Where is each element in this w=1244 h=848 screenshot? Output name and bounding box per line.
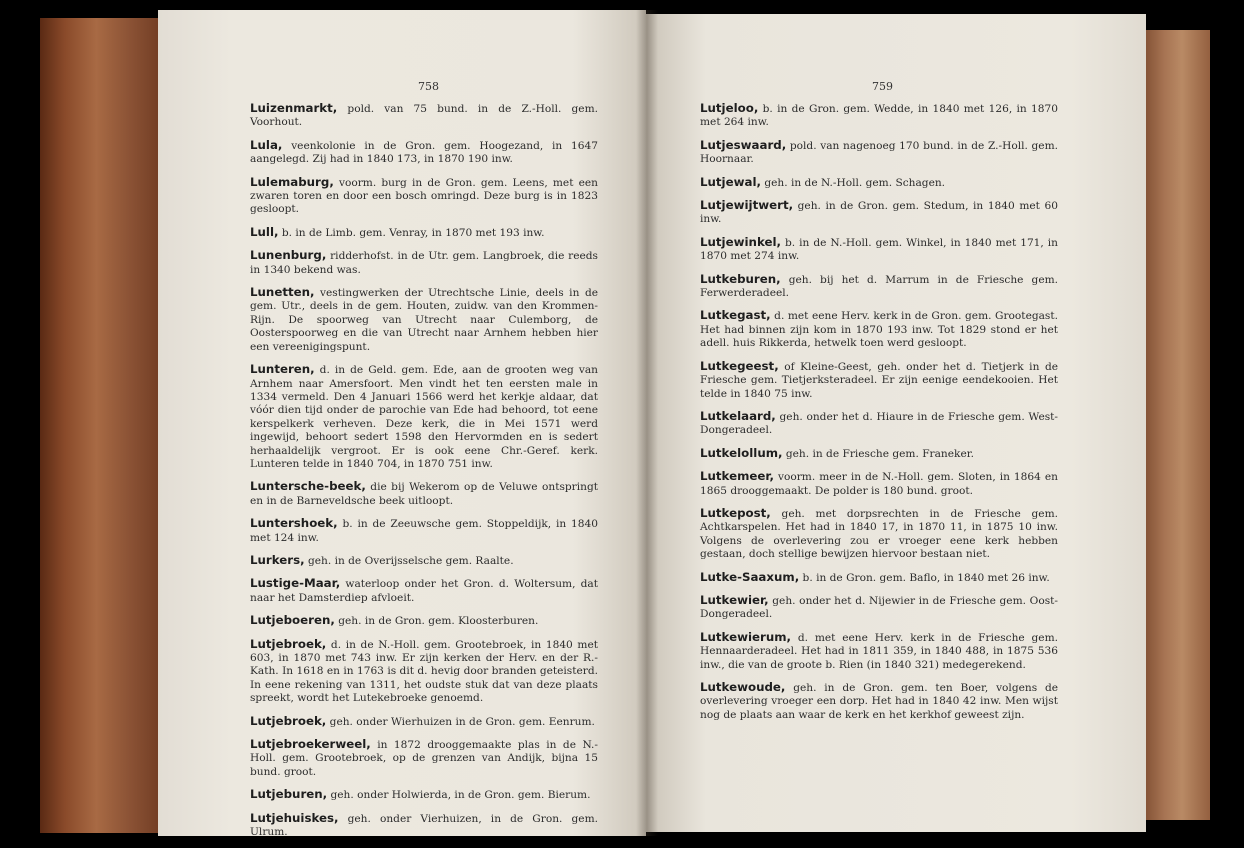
dictionary-entry (700, 410, 1058, 438)
dictionary-entry (700, 236, 1058, 264)
entry-text: voorm. burg in de Gron. gem. Leens, met een zwaren toren en door een bosch omringd. Deze burg is in 1823 gesloopt. (250, 176, 598, 216)
dictionary-entry (700, 102, 1058, 130)
entry-headword: Lunteren, (250, 362, 315, 377)
entry-text: vestingwerken der Utrechtsche Linie, deels in de gem. Utr., deels in de gem. Houten, zuidw. van den Krommen-Rijn. De spoorweg van Utrecht naar Culemborg, de Oosterspoorweg en die van Utrecht naar Arnhem hebben hier een vereenigingspunt. (250, 287, 598, 353)
dictionary-entry (250, 480, 598, 508)
entry-headword: Lutkeburen, (700, 271, 781, 286)
entry-headword: Lutkewoude, (700, 680, 786, 694)
entry-headword: Lustige-Maar, (250, 576, 341, 591)
right-page-number: 759 (872, 80, 893, 93)
dictionary-entry (700, 199, 1058, 227)
dictionary-entry (700, 631, 1058, 672)
entry-text: die bij Wekerom op de Veluwe ontspringt en in de Barneveldsche beek uitloopt. (250, 481, 598, 507)
entry-headword: Lutjewal, (700, 174, 761, 189)
entry-headword: Lutjeswaard, (700, 137, 787, 152)
entry-text: geh. met dorpsrechten in de Friesche gem. Achtkarspelen. Het had in 1840 17, in 1870 11, in 1875 10 inw. Volgens de overlevering zou er vroeger eene kerk hebben gestaan, doch stellige bewijzen hiervoor bestaan niet. (700, 507, 1058, 561)
entry-headword: Lutkelaard, (700, 408, 776, 423)
entry-headword: Lull, (250, 224, 279, 239)
entry-text: voorm. meer in de N.-Holl. gem. Sloten, in 1864 en 1865 drooggemaakt. De polder is 180 bund. groot. (700, 471, 1058, 497)
entry-text: geh. in de Gron. gem. ten Boer, volgens de overlevering vroeger een dorp. Het had in 1840 42 inw. Men wijst nog de plaats aan waar de kerk en het kerkhof geweest zijn. (700, 682, 1058, 721)
dictionary-entry (250, 614, 598, 628)
entry-headword: Lutkepost, (700, 505, 771, 520)
entry-text: geh. in de Gron. gem. Kloosterburen. (334, 615, 539, 628)
entry-text: geh. in de Friesche gem. Franeker. (782, 447, 974, 460)
dictionary-entry (250, 517, 598, 545)
dictionary-entry (700, 309, 1058, 350)
dictionary-entry (250, 715, 598, 729)
entry-text: geh. onder het d. Hiaure in de Friesche gem. West-Dongeradeel. (700, 410, 1058, 437)
entry-headword: Lunetten, (250, 285, 315, 300)
entry-text: d. in de Geld. gem. Ede, aan de grooten weg van Arnhem naar Amersfoort. Men vindt het ten eersten male in 1334 vermeld. Den 4 Januari 1566 werd het kerkje aldaar, dat vóór dien tijd onder de parochie van Ede had behoord, tot eene kerspelkerk verheven. Deze kerk, die in Mei 1571 werd ingewijd, behoort sedert 1598 den Hervormden en is sedert herhaaldelijk vergroot. Er is ook eene Chr.-Geref. kerk. Lunteren telde in 1840 704, in 1870 751 inw. (250, 364, 598, 470)
dictionary-entry (250, 249, 598, 277)
dictionary-entry (700, 507, 1058, 562)
book-gutter (636, 10, 658, 836)
entry-headword: Lutjebroekerweel, (250, 737, 371, 752)
entry-headword: Luntersche-beek, (250, 479, 366, 494)
dictionary-entry (250, 286, 598, 354)
dictionary-entry (700, 571, 1058, 585)
dictionary-entry (250, 363, 598, 471)
book-edge-right (1140, 30, 1210, 820)
dictionary-entry (700, 681, 1058, 722)
dictionary-entry (250, 788, 598, 802)
entry-text: b. in de N.-Holl. gem. Winkel, in 1840 met 171, in 1870 met 274 inw. (700, 236, 1058, 263)
dictionary-entry (250, 176, 598, 217)
entry-text: geh. onder Vierhuizen, in de Gron. gem. Ulrum. (250, 812, 598, 839)
dictionary-entry (250, 738, 598, 779)
entry-headword: Lulemaburg, (250, 174, 334, 189)
entry-headword: Lutkegeest, (700, 358, 779, 373)
dictionary-entry (700, 447, 1058, 461)
entry-headword: Lutjewijtwert, (700, 198, 794, 213)
dictionary-entry (700, 139, 1058, 167)
dictionary-entry (700, 594, 1058, 622)
dictionary-entry (700, 176, 1058, 190)
entry-headword: Luntershoek, (250, 516, 338, 531)
entry-text: d. met eene Herv. kerk in de Friesche gem. Hennaarderadeel. Het had in 1811 359, in 1840 488, in 1875 536 inw., die van de groote b. Rien (in 1840 321) medegerekend. (700, 631, 1058, 671)
entry-text: b. in de Gron. gem. Baflo, in 1840 met 26 inw. (799, 571, 1050, 584)
entry-headword: Luizenmarkt, (250, 101, 338, 115)
dictionary-entry (700, 470, 1058, 498)
entry-text: geh. in de Overijsselsche gem. Raalte. (304, 554, 514, 567)
entry-text: pold. van 75 bund. in de Z.-Holl. gem. Voorhout. (250, 103, 598, 129)
entry-text: b. in de Limb. gem. Venray, in 1870 met 193 inw. (278, 226, 545, 239)
dictionary-entry (250, 226, 598, 240)
entry-text: in 1872 drooggemaakte plas in de N.-Holl. gem. Grootebroek, op de grenzen van Andijk, bijna 15 bund. groot. (250, 739, 598, 778)
dictionary-entry (250, 638, 598, 706)
left-page-number: 758 (418, 80, 439, 93)
entry-text: geh. in de Gron. gem. Stedum, in 1840 met 60 inw. (700, 200, 1058, 226)
entry-headword: Lutjeburen, (250, 787, 328, 802)
entry-headword: Lutjewinkel, (700, 234, 781, 249)
entry-text: waterloop onder het Gron. d. Woltersum, dat naar het Damsterdiep afvloeit. (250, 578, 598, 604)
book-edge-left (40, 18, 165, 833)
entry-headword: Lutjeboeren, (250, 613, 335, 628)
dictionary-entry (700, 273, 1058, 301)
entry-text: geh. onder Holwierda, in de Gron. gem. Bierum. (327, 789, 591, 802)
entry-headword: Lutkelollum, (700, 445, 783, 460)
entry-text: geh. onder Wierhuizen in de Gron. gem. Eenrum. (326, 715, 595, 728)
entry-headword: Lula, (250, 137, 283, 152)
entry-text: ridderhofst. in de Utr. gem. Langbroek, die reeds in 1340 bekend was. (250, 250, 598, 276)
entry-text: b. in de Zeeuwsche gem. Stoppeldijk, in 1840 met 124 inw. (250, 518, 598, 544)
entry-text: d. in de N.-Holl. gem. Grootebroek, in 1840 met 603, in 1870 met 743 inw. Er zijn kerken der Herv. en der R.-Kath. In 1618 en in 1763 is dit d. hevig door branden geteisterd. In eene rekening van 1311, het oudste stuk dat van deze plaats spreekt, wordt het Lutekebroeke genoemd. (250, 638, 598, 705)
dictionary-entry (250, 554, 598, 568)
entry-headword: Lutjehuiskes, (250, 810, 339, 825)
entry-text: geh. bij het d. Marrum in de Friesche gem. Ferwerderadeel. (700, 273, 1058, 300)
entry-text: b. in de Gron. gem. Wedde, in 1840 met 126, in 1870 met 264 inw. (700, 103, 1058, 129)
entry-headword: Lurkers, (250, 552, 305, 567)
entry-headword: Lutkegast, (700, 308, 771, 323)
left-column (250, 102, 598, 848)
dictionary-entry (250, 577, 598, 605)
right-column (700, 102, 1058, 731)
entry-text: geh. in de N.-Holl. gem. Schagen. (760, 176, 946, 189)
dictionary-entry (250, 102, 598, 130)
entry-headword: Lutjebroek, (250, 636, 327, 651)
dictionary-entry (250, 139, 598, 167)
entry-text: veenkolonie in de Gron. gem. Hoogezand, in 1647 aangelegd. Zij had in 1840 173, in 1870 190 inw. (250, 139, 598, 166)
entry-text: pold. van nagenoeg 170 bund. in de Z.-Holl. gem. Hoornaar. (700, 139, 1058, 166)
entry-headword: Lutke-Saaxum, (700, 569, 800, 584)
entry-headword: Lunenburg, (250, 248, 327, 263)
entry-headword: Lutjeloo, (700, 101, 759, 115)
entry-headword: Lutkewier, (700, 592, 769, 607)
entry-text: of Kleine-Geest, geh. onder het d. Tietjerk in de Friesche gem. Tietjerksteradeel. Er zijn eenige eendekooien. Het telde in 1840 75 inw. (700, 360, 1058, 400)
entry-text: geh. onder het d. Nijewier in de Friesche gem. Oost-Dongeradeel. (700, 594, 1058, 621)
entry-headword: Lutjebroek, (250, 713, 327, 728)
dictionary-entry (700, 360, 1058, 401)
entry-headword: Lutkewierum, (700, 629, 792, 644)
entry-text: d. met eene Herv. kerk in de Gron. gem. Grootegast. Het had binnen zijn kom in 1870 193 inw. Tot 1829 stond er het adell. huis Rikkerda, hetwelk toen werd gesloopt. (700, 310, 1058, 350)
dictionary-entry (250, 812, 598, 840)
entry-headword: Lutkemeer, (700, 469, 774, 484)
